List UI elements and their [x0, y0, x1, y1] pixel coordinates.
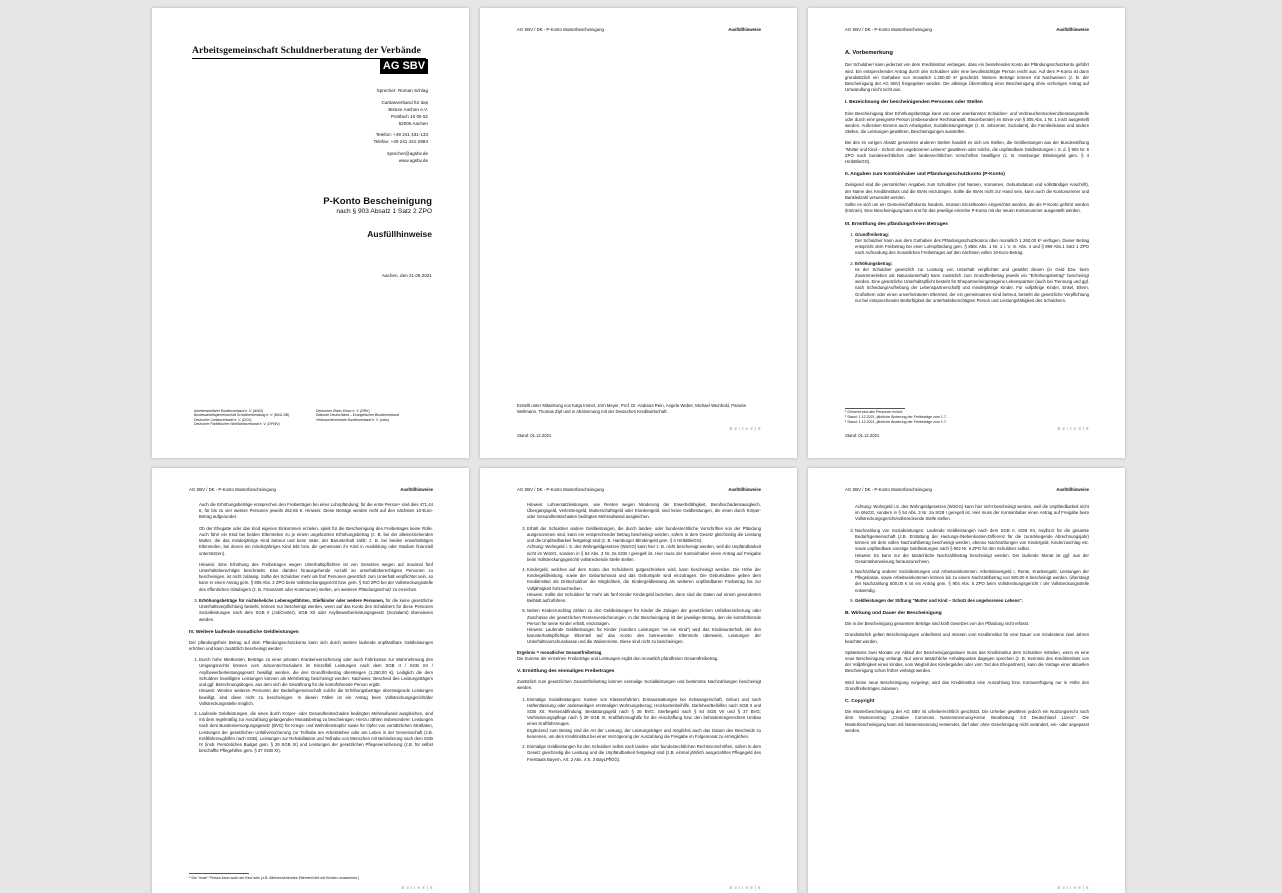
- header-left: AG SBV / DK - P-Konto Musterbescheinigung: [845, 487, 932, 492]
- section-heading: II. Angaben zum Kontoinhaber und Pfändungsschutzkonto (P-Konto): [845, 172, 1005, 178]
- paragraph: Auch die Erhöhungsbeträge entsprechen den Freibeträgen bei einer Lohnpfändung; für die erste Person⁴ sind dies 471,44 €, für bis zu vier weitere Personen jeweils 262,65 €. Hinweis: Diese Beträge werden nicht auf den nächsten 10-Euro-Betrag aufgerundet.: [199, 502, 433, 520]
- list-item: 2. Laufende Geldleistungen, die einen durch Körper- oder Gesundheitsschaden bedingten Mehraufwand ausgleichen, sind mit dem regelmäßig zur Auszahlung gelangenden Monatsbetrag zu bescheinigen. Hierzu zählen insbesondere: Leistungen nach dem Bundesversorgungsgesetz (BVG) für Kriegs- und Wehrdienstopfer sowie für Opfer von vorsätzlichen Straftaten, Leistungen der gesetzlichen Unfallversicherung zur Teilhabe am Arbeitsleben oder am Leben in der Gemeinschaft (z.B. Kraftfahrzeughilfen nach SGB), Leistungen zur Rehabilitation und Teilhabe von Menschen mit Behinderung nach dem SGB IX (insb. Persönliches Budget gem. § 29 SGB IX) und Leistungen der gesetzlichen Pflegeversicherung (z.B. für selbst beschaffte Pflegehilfen gem. § 37 SGB XI).: [199, 711, 433, 755]
- footnote-divider: [845, 408, 905, 409]
- header-left: AG SBV / DK - P-Konto Musterbescheinigung: [845, 27, 932, 32]
- section-heading: V. Ermittlung des einmaligen Freibetrages: [517, 669, 615, 675]
- paragraph: Grundsätzlich gelten Bescheinigungen unbefristet und müssen vom Kreditinstitut für eine Dauer von mindestens zwei Jahren beachtet werden.: [845, 632, 1089, 644]
- paragraph: Achtung: Wohngeld i.S. des Wohngeldgesetzes (WoGG) kann hier nicht bescheinigt werden, weil die Unpfändbarkeit nicht im WoGG, sondern in § 54 Abs. 3 Nr. 2a SGB I geregelt ist. Hier muss der Kontoinhaber einen Antrag auf Freigabe beim Vollstreckungsgericht/vollstreckende Stelle stellen.: [855, 504, 1089, 522]
- paragraph: Spätestens zwei Monate vor Ablauf der Bescheinigungsdauer muss das Kreditinstitut dem Schuldner mitteilen, wenn es eine neue Bescheinigung verlangt. Nur wenn tatsächliche Anhaltspunkte dagegen sprechen (z. B. Kenntnis des Kreditinstituts von der Volljährigkeit eines Kindes, vom Wegfall des Kindergeldes oder vom Tod des Ehepartners), kann die Vorlage einer aktuellen Bescheinigung schon früher verlangt werden.: [845, 649, 1089, 674]
- page-body: [845, 45, 1089, 308]
- paragraph: Ob der Ehegatte oder das Kind eigenes Einkommen erzielen, spielt für die Bescheinigung des Freibetrages keine Rolle. Auch führt ein Kind bei beiden Elternteilen zu je einem ungekürzten Erhöhungsbetrag (z. B. bei der alleinerziehenden Mutter, die das minderjährige Kind betreut und beim Vater, der Barunterhalt zahlt; z. B. bei beiden erwerbstätigen Elternteilen, bei denen ein minderjähriges Kind lebt bzw. die gemeinsam ihr Kind in Ausbildung oder Studium finanziell unterstützen).: [199, 525, 433, 556]
- page-number: S e i t e 4 | 6: [401, 885, 433, 890]
- email: sprecher@agsbv.de: [387, 151, 428, 157]
- paragraph: Die Summe der einzelnen Freibeträge und Leistungen ergibt den monatlich pfandfreien Gesamtfreibetrag.: [517, 655, 719, 661]
- paragraph: Eine Bescheinigung über Erhöhungsbeträge kann von einer anerkannten Schuldner- und Verbraucherinsolvenzberatungsstelle oder durch eine geeignete Person (insbesondere Rechtsanwalt, Steuerberater) im Sinne von § 305 Abs. 1 Nr. 1 InsO ausgestellt werden. Außerdem können auch Arbeitgeber, Sozialleistungsträger (z. B. Jobcenter, Sozialamt), die Familienkasse und andere Stellen, die Leistungen gewähren, Bescheinigungen ausstellen.: [845, 110, 1089, 135]
- fax: Telefax: +49 241 431-2984: [373, 139, 428, 145]
- page-number: S e i t e 2 | 6: [729, 426, 761, 431]
- members-left: Arbeiterwohlfahrt Bundesverband e. V. (AWO) Bundesarbeitsgemeinschaft Schuldnerberatung e. V. (BAG-SB) Deutscher Caritasverband e. V. (DCV) Deutscher Paritätischer Wohlfahrtsverband e. V. (DPWV): [194, 409, 290, 427]
- header-right: Ausfüllhinweise: [1056, 487, 1089, 492]
- paragraph: Der Schuldner¹ kann jederzeit von dem Kreditinstitut verlangen, dass ein bestehendes Konto als Pfändungsschutzkonto geführt wird. Ein entsprechender Antrag durch den Schuldner oder eine bevollmächtigte Person reicht aus. Auf dem P-Konto ist dann grundsätzlich ein Guthaben von monatlich 1.260,00 €² geschützt. Weitere Beträge können mit Nachweisen (z. B. der Bescheinigung der AG SBV) freigegeben werden. Die alleinige Übermittlung einer Bescheinigung ohne vorherigen Antrag auf Umwandlung reicht nicht aus.: [845, 62, 1089, 93]
- page-header: [845, 27, 1089, 32]
- paragraph: Die Musterbescheinigung der AG SBV ist urheberrechtlich geschützt. Die Urheber gewähren jedoch ein Nutzungsrecht nach dem Mustervertrag „Creative Commons Namensnennung-Keine Bearbeitung 3.0 Deutschland Lizenz". Die Musterbescheinigung kann mit Namensnennung verwendet, darf aber ohne Genehmigung nicht verändert, ein- oder angepasst werden.: [845, 709, 1089, 733]
- paragraph: Sollte es sich um ein Gemeinschaftskonto handeln, müssen Einzelkonten eingerichtet werden, die als P-Konto geführt werden (können). Eine Bescheinigung kann erst für das jeweilige einzelne P-Konto mit der neuen Kontonummer ausgestellt werden.: [845, 202, 1089, 214]
- header-left: AG SBV / DK - P-Konto Musterbescheinigung: [517, 27, 604, 32]
- address-line: Postfach 10 05 52: [390, 113, 428, 119]
- document-heading: Ausfüllhinweise: [367, 229, 432, 239]
- page-number: S e i t e 5 | 6: [729, 885, 761, 890]
- section-heading: IV. Weitere laufende monatliche Geldleistungen: [189, 629, 299, 635]
- section-heading: I. Bezeichnung der bescheinigenden Personen oder Stellen: [845, 100, 983, 106]
- header-right: Ausfüllhinweise: [728, 27, 761, 32]
- address-line: 52005 Aachen: [398, 120, 428, 126]
- section-heading: B. Wirkung und Dauer der Bescheinigung: [845, 611, 942, 617]
- header-right: Ausfüllhinweise: [728, 487, 761, 492]
- page-header: [517, 27, 761, 32]
- paragraph: Wird keine neue Bescheinigung vorgelegt, wird das Kreditinstitut eine Auszahlung bzw. Kontoverfügung nur in Höhe des Grundfreibetrages zulassen.: [845, 679, 1089, 691]
- document-subtitle: nach § 903 Absatz 1 Satz 2 ZPO: [336, 208, 432, 215]
- document-title: P-Konto Bescheinigung: [323, 196, 432, 207]
- section-heading: A. Vorbemerkung: [845, 50, 893, 56]
- page-4: [152, 468, 469, 893]
- sender-address: [373, 88, 428, 165]
- document-date: Aachen, den 21.09.2021: [381, 273, 432, 278]
- page-header: [845, 487, 1089, 492]
- list-item: 2. Einmalige Geldleistungen für den Schuldner selbst nach landes- oder bundesrechtlichen Rechtsvorschriften, sofern in dem Gesetz gleichzeitig die Leistung und die Unpfändbarkeit festgelegt sind (z.B. einmal jährlich ausgezahltes Pflegegeld des Freistaats Bayern, Art. 2 Abs. 4 S. 3 BayLPflGG).: [527, 744, 761, 763]
- list-item: 1. Einmalige Sozialleistungen: Kosten von Klassenfahrten; Erstausstattungen bei Schwangerschaft, Geburt und nach Haftentlassung oder anderweitigen erstmaligen Wohnungsbezug; Heizkostenbeihilfe, Darlehen/Beihilfen nach SGB II und SGB XII; Rentenabfindung; Bestattungsgeld nach § 36 BVG; Sterbegeld nach § 64 SGB VII und § 37 BVG; Verhinderungspflege nach § 39 SGB XI; Kraftfahrzeughilfe für die Anschaffung bzw. den behindertengerechten Umbau eines Kraftfahrzeuges. Ergänzend zum Betrag sind die Art der Leistung, der Leistungsträger und möglichst auch das Datum des Bescheids zu benennen, um dem Kreditinstitut bei einer Verzögerung der Auszahlung die Freigabe im Folgemonat zu ermöglichen.: [527, 697, 761, 741]
- ag-sbv-logo: AG SBV: [380, 59, 428, 74]
- website: www.agsbv.de: [398, 158, 428, 164]
- phone: Telefon: +49 241 431-133: [375, 132, 428, 138]
- list-item: 1. Grundfreibetrag: Der Schuldner kann aus dem Guthaben des Pfändungsschutzkontos über monatlich 1.260,00 €³ verfügen. Dieser Betrag entspricht dem Freibetrag bei einer Lohnpfändung gem. § 850c Abs. 1 Nr. 1 i. V. m. Abs. 4 und § 899 Abs.1 Satz 1 ZPO nach Aufrundung des monatlichen Freibetrages auf den nächsten vollen 10-Euro-Betrag.: [855, 232, 1089, 257]
- list-item: 3. Nachzahlung von Sozialleistungen: Laufende Geldleistungen nach dem SGB II, SGB XII, AsylbLG für die gesamte Bedarfsgemeinschaft (z.B. Erstattung der Heizungs-/Nebenkosten-Differenz für die zurückliegende Abrechnungsjahr) können mit dem vollen Nachzahlbetrag bescheinigt werden, ebenso Nachzahlungen von Kindergeld, Kinderzuschlag etc. sowie unpfändbare sonstige Geldleistungen nach § 902 Nr. 6 ZPO für den Schuldner selbst. Hinweis: Es kann nur der tatsächliche Nachzahlbetrag bescheinigt werden. Der laufende Monat ist ggf. aus der Gesamtüberweisung herauszurechnen.: [855, 528, 1089, 565]
- page-number: S e i t e 6 | 6: [1057, 885, 1089, 890]
- page-2: [480, 8, 797, 458]
- list-item: 1. Durch hohe Mietkosten, Beiträge zu einer privaten Krankenversicherung oder auch Fahrkosten zur Wahrnehmung des Umgangsrechts können vom Jobcenter/Sozialamt im Einzelfall Leistungen nach dem SGB II / SGB XII / Asylbewerberleistungsgesetz bewilligt werden, die den Grundfreibetrag übersteigen (1.260,00 €). Lediglich die dem Schuldner bewilligten Leistungen können als Mehrbetrag bescheinigt werden. Nachweis: Bescheid des Leistungsträgers und ggf. Berechnungsbogen, aus dem sich die Gewährung für die kontoführende Person ergibt. Hinweis: Werden weiteren Personen der Bedarfsgemeinschaft solche die Erhöhungsbeträge übersteigende Leistungen bewilligt, sind diese nicht zu bescheinigen. In diesen Fällen ist ein Antrag beim Vollstreckungsgericht/der Vollstreckungsstelle möglich.: [199, 657, 433, 707]
- list-item: 4. Nachzahlung anderer Sozialleistungen und Arbeitseinkommen: Arbeitslosengeld I, Rente, Krankengeld, Leistungen der Pflegekasse, sowie Arbeitseinkommen können bis zu einem Nachzahlbetrag von 500,00 € bescheinigt werden. Übersteigt der Nachzahlung 500,00 € ist ein Antrag gem. § 904 Abs. 5 ZPO beim Vollstreckungsgericht / der Vollstreckungsstelle notwendig.: [855, 569, 1089, 594]
- member-associations: [194, 409, 434, 427]
- list-item: 5. Neben Kinderzuschlag zählen zu den Geldleistungen für Kinder die Zulagen der gesetzlichen Unfallversicherung oder Zuschüsse der gesetzlichen Rentenversicherungen. In der Bescheinigung ist der jeweilige Betrag, den die kontoführende Person für seine Kinder erhält, einzutragen. Hinweis: Laufende Geldleistungen für Kinder (sondern Leistungen "an ein Kind") wird das Kindesunterhalt, der den barunterhaltspflichtige Elternteil auf das Konto des betreuenden Elternteils überweist, Leistungen der Unterhaltsvorschusskasse und die Waisenrente. Diese sind nicht zu bescheinigen.: [527, 608, 761, 645]
- list-item: 2. Erhöhungsbetrag: Ist der Schuldner gesetzlich zur Leistung von Unterhalt verpflichtet und gewährt diesen (in Geld bzw. beim Zusammenleben als Naturalunterhalt) kann zusätzlich zum Grundfreibetrag jeweils ein "Erhöhungsbetrag" bescheinigt werden. Eine gesetzliche Unterhaltspflicht besteht für Ehepartner/eingetragene Lebenspartner (auch bei Trennung und ggf. nach Scheidung/Aufhebung der Lebenspartnerschaft) und minderjährige Kinder. Für volljährige Kinder, Enkel, Eltern, Großeltern oder einen unverheirateten Elternteil, der ein gemeinsames Kind betreut, besteht die gesetzliche Verpflichtung nur bei entsprechender Bedürftigkeit der unterhaltsberechtigten Person und Leistungsfähigkeit des Schuldners.: [855, 261, 1089, 305]
- credits: Erstellt unter Mitwirkung von Katja Immel, Jörn Meyer, Prof. Dr. Andreas Rein, Angela Weber, Michael Weinhold, Pamela Wellmann, Thomas Zipf und in Abstimmung mit der Deutschen Kreditwirtschaft.: [517, 403, 746, 415]
- paragraph: Die in der Bescheinigung genannten Beträge sind kraft Gesetzes von der Pfändung nicht erfasst.: [845, 621, 1030, 627]
- page-number: S e i t e 3 | 6: [1057, 426, 1089, 431]
- stand-date: Stand: 01.12.2021: [845, 433, 880, 438]
- list-item: 5. Geldleistungen der Stiftung "Mutter und Kind – Schutz des ungeborenen Lebens".: [855, 598, 1089, 604]
- paragraph: Bei den im vorigen Absatz genannten anderen Stellen handelt es sich um Stellen, die Geldleistungen aus der Bundesstiftung "Mutter und Kind – Schutz des ungeborenen Lebens" gewähren oder solche, die unpfändbare Geldleistungen i. S. d. § 902 Nr. 6 ZPO nach bundesrechtlichen oder landesrechtlichen Vorschriften bewilligen (z. B. Hamburger Blindengeld gem. § 4 HmbBlinGG).: [845, 140, 1089, 165]
- header-right: Ausfüllhinweise: [1056, 27, 1089, 32]
- paragraph: Der pfändungsfreie Betrag auf dem Pfändungsschutzkonto kann sich durch weitere laufende unpfändbare Geldleistungen erhöhen und kann zusätzlich bescheinigt werden:: [189, 639, 433, 652]
- document-title-block: [323, 196, 432, 239]
- paragraph: Zusätzlich zum gesetzlichen Gesamtfreibetrag können einmalige Sozialleistungen und bestimmte Nachzahlungen bescheinigt werden.: [517, 679, 761, 691]
- address-line: Bistum Aachen e.V.: [388, 106, 428, 112]
- page-1: [152, 8, 469, 458]
- paragraph: Zwingend sind die persönlichen Angaben zum Schuldner (mit Namen, Vornamen, Geburtsdatum und vollständiger Anschrift), der Name des Kreditinstituts und die IBAN einzutragen. Sollte die IBAN nicht zur Hand sein, kann auch die Kontonummer und Bankleitzahl verwendet werden.: [845, 182, 1089, 200]
- list-item: 3. Erhält der Schuldner andere Geldleistungen, die durch landes- oder bundesrechtliche Vorschriften von der Pfändung ausgenommen sind, kann ein entsprechender Betrag bescheinigt werden, sofern in dem Gesetz gleichzeitig die Leistung und die Unpfändbarkeit festgelegt sind (z. B. Hamburger Blindengeld gem. § 4 HmbBlinGG). Achtung: Wohngeld i. S. des Wohngeldgesetzes (WoGG) kann hier z. B. nicht bescheinigt werden, weil die Unpfändbarkeit nicht im WoGG, sondern in § 54 Abs. 3 Nr. 2a SGB I geregelt ist. Hier muss der Kontoinhaber einen Antrag auf Freigabe beim Vollstreckungsgericht/ vollstreckende Stelle stellen.: [527, 526, 761, 563]
- members-right: Deutsches Rotes Kreuz e. V. (DRK) Diakonie Deutschland – Evangelischer Bundesverband Verbraucherzentrale Bundesverband e. V. (vzbv): [316, 409, 399, 422]
- page-header: [517, 487, 761, 492]
- page-5: [480, 468, 797, 893]
- footnotes: ¹ Gemeint sind alle Personen m/w/d. ² Stand: 1.12.2021, jährliche Änderung der Freibeträge zum 1.7. ³ Stand: 1.12.2021, jährliche Änderung der Freibeträge zum 1.7.: [845, 410, 947, 425]
- stand-date: Stand: 01.12.2021: [517, 433, 552, 438]
- page-6: [808, 468, 1125, 893]
- header-left: AG SBV / DK - P-Konto Musterbescheinigung: [517, 487, 604, 492]
- header-right: Ausfüllhinweise: [400, 487, 433, 492]
- speaker: Sprecher: Roman Schlag: [376, 88, 428, 93]
- paragraph: Hinweis: Eine Erhöhung des Freibetrages wegen Unterhaltspflichten ist von Gesetzes wegen auf maximal fünf Unterhaltsberechtigte beschränkt. Eine darüber hinausgehende Anzahl an unterhaltsberechtigten Personen zu bescheinigen, ist nicht zulässig. Sollte der Schuldner mehr als fünf Personen gesetzlich zum Unterhalt verpflichtet sein, so kann er einen Antrag gem. § 906 Abs. 2 ZPO beim Vollstreckungsgericht bzw. gem. § 910 ZPO bei der Vollstreckungsstelle des öffentlichen Gläubigers (z. B. Finanzamt oder Kommunen) stellen, um weiteren Pfändungsschutz zu erreichen.: [199, 561, 433, 592]
- page-body: [845, 504, 1089, 739]
- page-header: [189, 487, 433, 492]
- list-item: 4. Kindergeld, welches auf dem Konto des Schuldners gutgeschrieben wird, kann bescheinigt werden. Die Höhe der Kindergeldleistung, sowie der Geburtsmonat und das Geburtsjahr sind einzutragen. Die Geburtsdaten geben dem Kreditinstitut als Drittschuldner die Möglichkeit, die Kindergeldleistung als weiteren unpfändbaren Freibetrag bis zur Volljährigkeit fortzuschreiben. Hinweis: Sollte der Schuldner für mehr als fünf Kinder Kindergeld beziehen, dann sind die Daten auf einem gesonderten Beiblatt aufzuführen.: [527, 567, 761, 604]
- section-heading: III. Ermittlung des pfändungsfreien Betrages: [845, 221, 948, 227]
- result-heading: Ergebnis = monatlicher Gesamtfreibetrag: [517, 649, 602, 655]
- address-line: Caritasverband für das: [381, 99, 428, 105]
- list-item: 3. Erhöhungsbeträge für nichteheliche Lebensgefährten, Stiefkinder oder weitere Personen, für die keine gesetzliche Unterhaltsverpflichtung besteht, können nur bescheinigt werden, wenn auf das Konto des Schuldners für diese Personen Sozialleistungen nach dem SGB II (JobCenter), SGB XII oder Asylbewerberleistungsgesetz (Sozialamt) überwiesen werden.: [199, 598, 433, 623]
- header-left: AG SBV / DK - P-Konto Musterbescheinigung: [189, 487, 276, 492]
- organization-name: Arbeitsgemeinschaft Schuldnerberatung der Verbände: [192, 45, 426, 59]
- footnote-divider: [189, 873, 249, 874]
- footnotes: ⁴ Die "erste" Person kann auch ein Kind sein (z.B. Alleinerziehendes Elternteil lebt mit Kindern zusammen.): [189, 876, 360, 880]
- page-body: [517, 502, 761, 767]
- paragraph: Hinweis: Lohnersatzleistungen, wie Renten wegen Minderung der Erwerbsfähigkeit, Berufsschadensausgleich, Übergangsgeld, Verletztengeld, Mutterschaftsgeld oder Krankengeld, sind keine Geldleistungen, die einen durch Körper- oder Gesundheitsschaden bedingten Mehraufwand ausgleichen.: [527, 502, 761, 520]
- page-body: [189, 502, 433, 759]
- section-heading: C. Copyright: [845, 699, 875, 705]
- page-3: [808, 8, 1125, 458]
